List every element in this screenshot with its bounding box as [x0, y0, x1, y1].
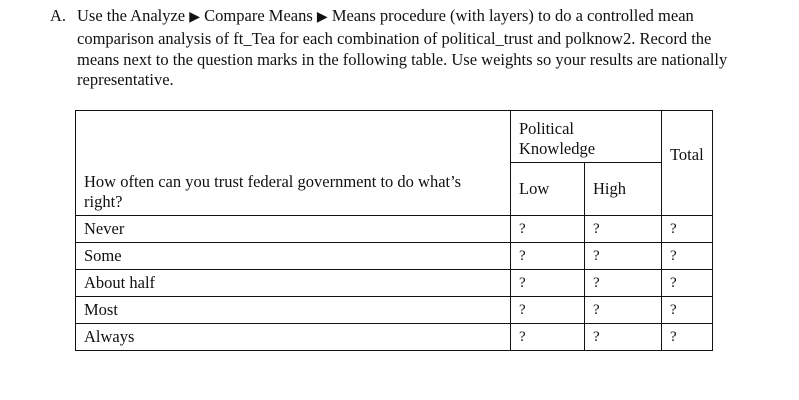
mean-cell-low: ?: [511, 216, 585, 243]
row-label: Never: [76, 216, 511, 243]
arrow-right-icon: ▶: [189, 10, 201, 25]
means-table: [75, 110, 713, 351]
table-row: [76, 243, 713, 270]
instruction-part-3: Means procedure (with layers) to do a controlled mean comparison analysis of ft_Tea for each combination of political_trust and polknow2. Record the means next to the question marks in the following table. Use weights so your results are nationally representative.: [77, 6, 728, 90]
header-row-columns: [76, 163, 713, 216]
mean-cell-total: ?: [662, 243, 713, 270]
instruction-text: [77, 6, 750, 91]
political-knowledge-header: Political Knowledge: [511, 111, 662, 163]
mean-cell-total: ?: [662, 297, 713, 324]
header-row-group: [76, 111, 713, 163]
table-row: [76, 216, 713, 243]
table-row: [76, 297, 713, 324]
instruction-part-1: Use the Analyze: [77, 6, 186, 25]
mean-cell-low: ?: [511, 297, 585, 324]
column-header-low: Low: [511, 163, 585, 216]
mean-cell-low: ?: [511, 243, 585, 270]
row-label: About half: [76, 270, 511, 297]
table-row: [76, 270, 713, 297]
instruction-part-2: Compare Means: [204, 6, 313, 25]
mean-cell-total: ?: [662, 324, 713, 351]
row-variable-header: How often can you trust federal government to do what’s right?: [76, 163, 511, 216]
mean-cell-low: ?: [511, 324, 585, 351]
column-header-high: High: [585, 163, 662, 216]
total-header: Total: [662, 111, 713, 216]
mean-cell-low: ?: [511, 270, 585, 297]
mean-cell-high: ?: [585, 243, 662, 270]
mean-cell-total: ?: [662, 270, 713, 297]
header-blank-cell: [76, 111, 511, 163]
row-label: Most: [76, 297, 511, 324]
table-row: [76, 324, 713, 351]
mean-cell-high: ?: [585, 324, 662, 351]
mean-cell-high: ?: [585, 297, 662, 324]
mean-cell-high: ?: [585, 216, 662, 243]
arrow-right-icon: ▶: [316, 10, 328, 25]
item-marker: A.: [50, 6, 67, 25]
mean-cell-total: ?: [662, 216, 713, 243]
mean-cell-high: ?: [585, 270, 662, 297]
row-label: Always: [76, 324, 511, 351]
instruction-paragraph: [50, 6, 750, 91]
row-label: Some: [76, 243, 511, 270]
